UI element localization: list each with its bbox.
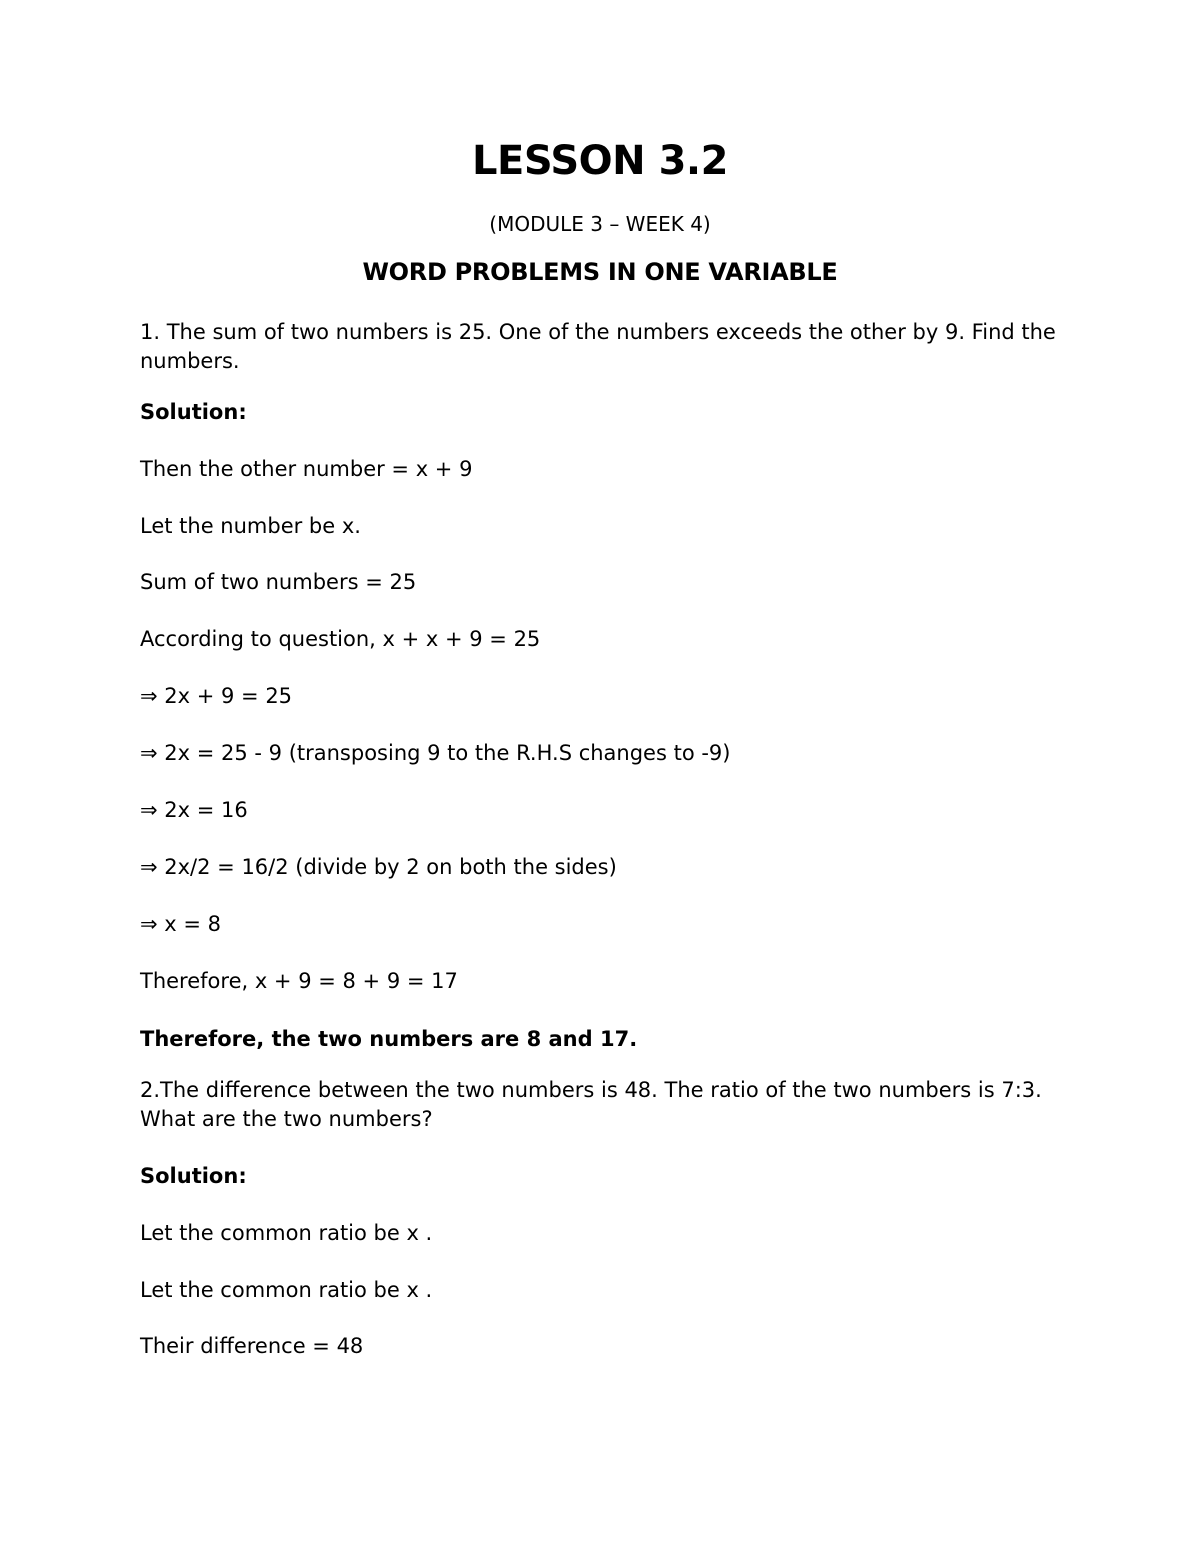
- problem-1-step: Then the other number = x + 9: [140, 457, 473, 481]
- problem-1-step: ⇒ x = 8: [140, 912, 222, 936]
- page-title: LESSON 3.2: [472, 138, 728, 184]
- module-label: (MODULE 3 – WEEK 4): [489, 212, 711, 236]
- problem-1-step: Let the number be x.: [140, 514, 361, 538]
- problem-2-question: 2.The difference between the two numbers is 48. The ratio of the two numbers is 7:3. What are the two numbers?: [140, 1078, 1042, 1131]
- problem-1-step: Therefore, x + 9 = 8 + 9 = 17: [140, 969, 458, 993]
- problem-2-step: Let the common ratio be x .: [140, 1278, 433, 1302]
- problem-1-step: ⇒ 2x = 25 - 9 (transposing 9 to the R.H.S changes to -9): [140, 741, 731, 765]
- problem-1-step: According to question, x + x + 9 = 25: [140, 627, 541, 651]
- problem-1-conclusion: Therefore, the two numbers are 8 and 17.: [140, 1027, 638, 1051]
- lesson-subtitle: WORD PROBLEMS IN ONE VARIABLE: [362, 258, 838, 286]
- problem-2-step: Their difference = 48: [140, 1334, 364, 1358]
- problem-1-solution-label: Solution:: [140, 400, 247, 424]
- problem-1-step: ⇒ 2x/2 = 16/2 (divide by 2 on both the sides): [140, 855, 617, 879]
- problem-1-step: ⇒ 2x = 16: [140, 798, 248, 822]
- problem-2-step: Let the common ratio be x .: [140, 1221, 433, 1245]
- problem-2-solution-label: Solution:: [140, 1164, 247, 1188]
- problem-1-question: 1. The sum of two numbers is 25. One of the numbers exceeds the other by 9. Find the numbers.: [140, 320, 1056, 373]
- problem-1-step: ⇒ 2x + 9 = 25: [140, 684, 293, 708]
- problem-1-step: Sum of two numbers = 25: [140, 570, 417, 594]
